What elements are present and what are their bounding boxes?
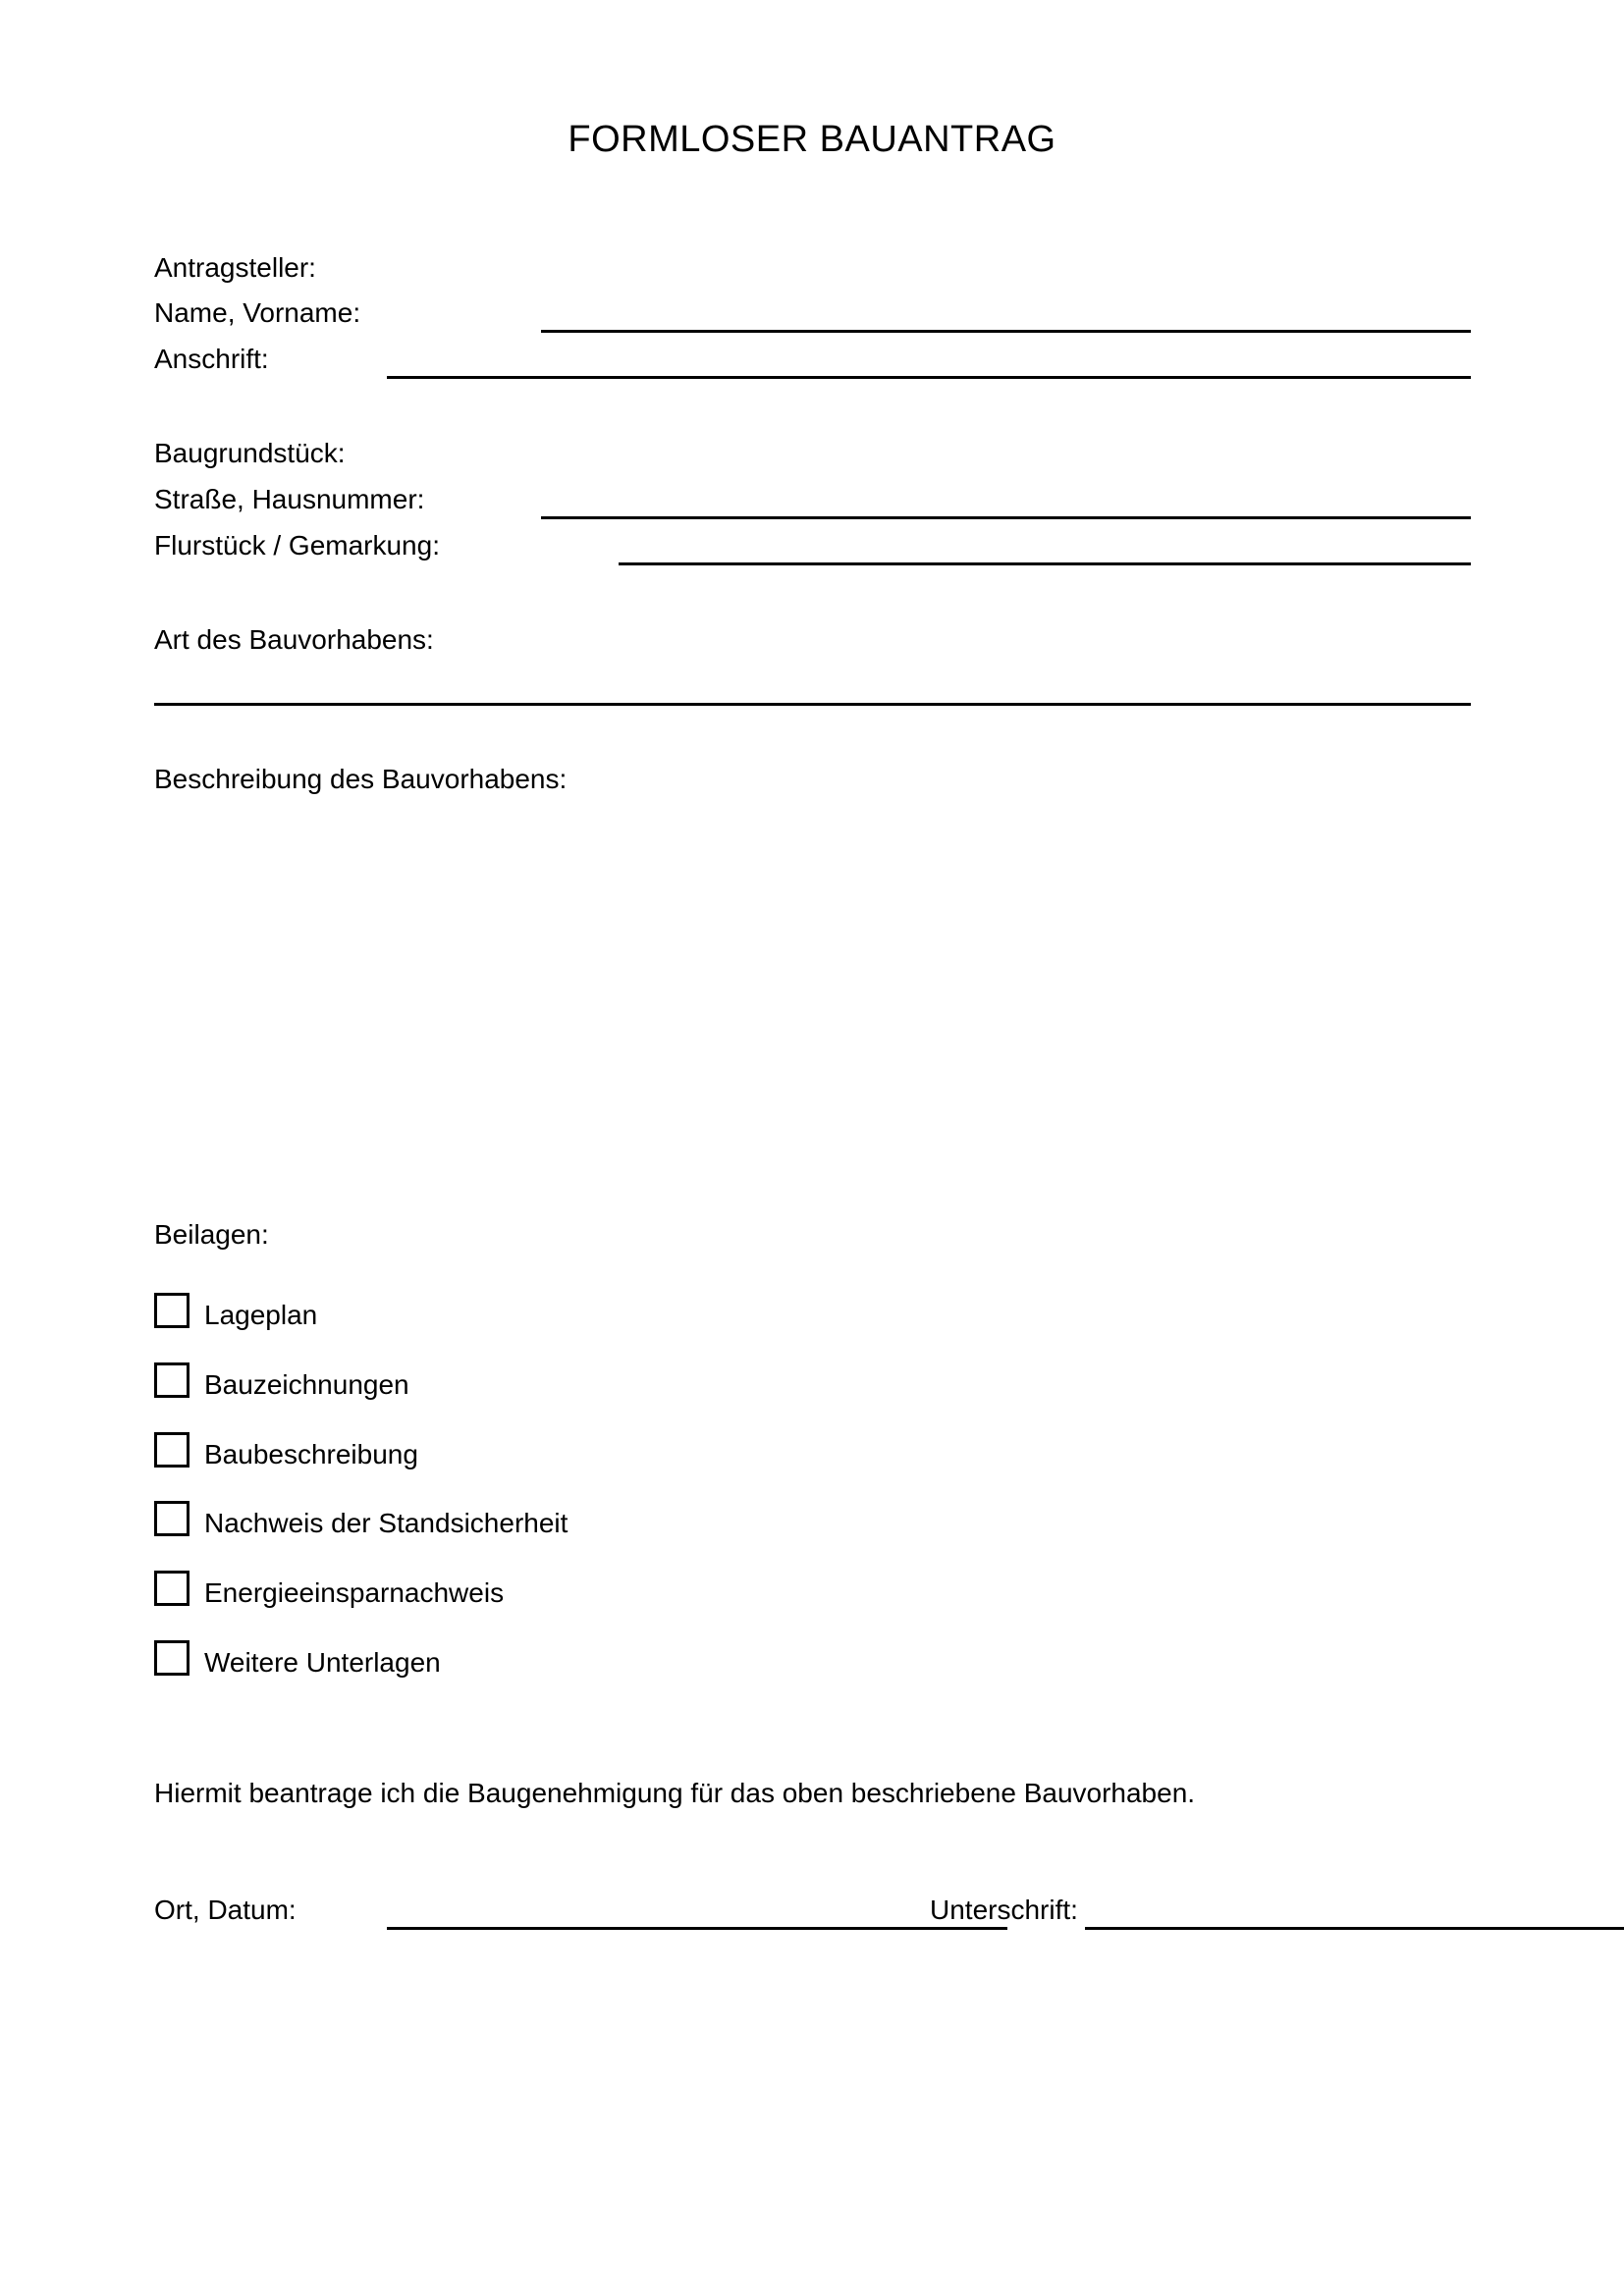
name-label: Name, Vorname: bbox=[154, 297, 361, 328]
attachment-label: Baubeschreibung bbox=[204, 1439, 418, 1469]
attachment-label: Nachweis der Standsicherheit bbox=[204, 1508, 568, 1538]
checkbox-standsicherheit[interactable] bbox=[154, 1501, 189, 1536]
signature-field-line[interactable] bbox=[1085, 1927, 1624, 1930]
checkbox-lageplan[interactable] bbox=[154, 1293, 189, 1328]
checkbox-bauzeichnungen[interactable] bbox=[154, 1362, 189, 1398]
attachment-label: Bauzeichnungen bbox=[204, 1369, 409, 1400]
declaration-text: Hiermit beantrage ich die Baugenehmigung für das oben beschriebene Bauvorhaben. bbox=[154, 1778, 1196, 1808]
applicant-heading: Antragsteller: bbox=[154, 252, 316, 283]
place-date-field-line[interactable] bbox=[387, 1927, 1007, 1930]
signature-label: Unterschrift: bbox=[930, 1895, 1078, 1925]
description-area[interactable] bbox=[154, 805, 1471, 1178]
checkbox-baubeschreibung[interactable] bbox=[154, 1432, 189, 1468]
street-label: Straße, Hausnummer: bbox=[154, 484, 425, 514]
project-type-label: Art des Bauvorhabens: bbox=[154, 624, 434, 655]
checkbox-weitere-unterlagen[interactable] bbox=[154, 1640, 189, 1676]
address-label: Anschrift: bbox=[154, 344, 269, 374]
name-field-line[interactable] bbox=[541, 330, 1471, 333]
attachments-heading: Beilagen: bbox=[154, 1219, 269, 1250]
project-type-field-line[interactable] bbox=[154, 703, 1471, 706]
checkbox-energieeinsparnachweis[interactable] bbox=[154, 1571, 189, 1606]
attachment-label: Weitere Unterlagen bbox=[204, 1647, 441, 1678]
description-label: Beschreibung des Bauvorhabens: bbox=[154, 764, 568, 794]
place-date-label: Ort, Datum: bbox=[154, 1895, 297, 1925]
attachment-label: Energieeinsparnachweis bbox=[204, 1577, 505, 1608]
property-heading: Baugrundstück: bbox=[154, 438, 346, 468]
parcel-field-line[interactable] bbox=[619, 562, 1471, 565]
address-field-line[interactable] bbox=[387, 376, 1471, 379]
street-field-line[interactable] bbox=[541, 516, 1471, 519]
attachment-label: Lageplan bbox=[204, 1300, 318, 1330]
parcel-label: Flurstück / Gemarkung: bbox=[154, 530, 440, 561]
form-title: FORMLOSER BAUANTRAG bbox=[568, 119, 1056, 160]
